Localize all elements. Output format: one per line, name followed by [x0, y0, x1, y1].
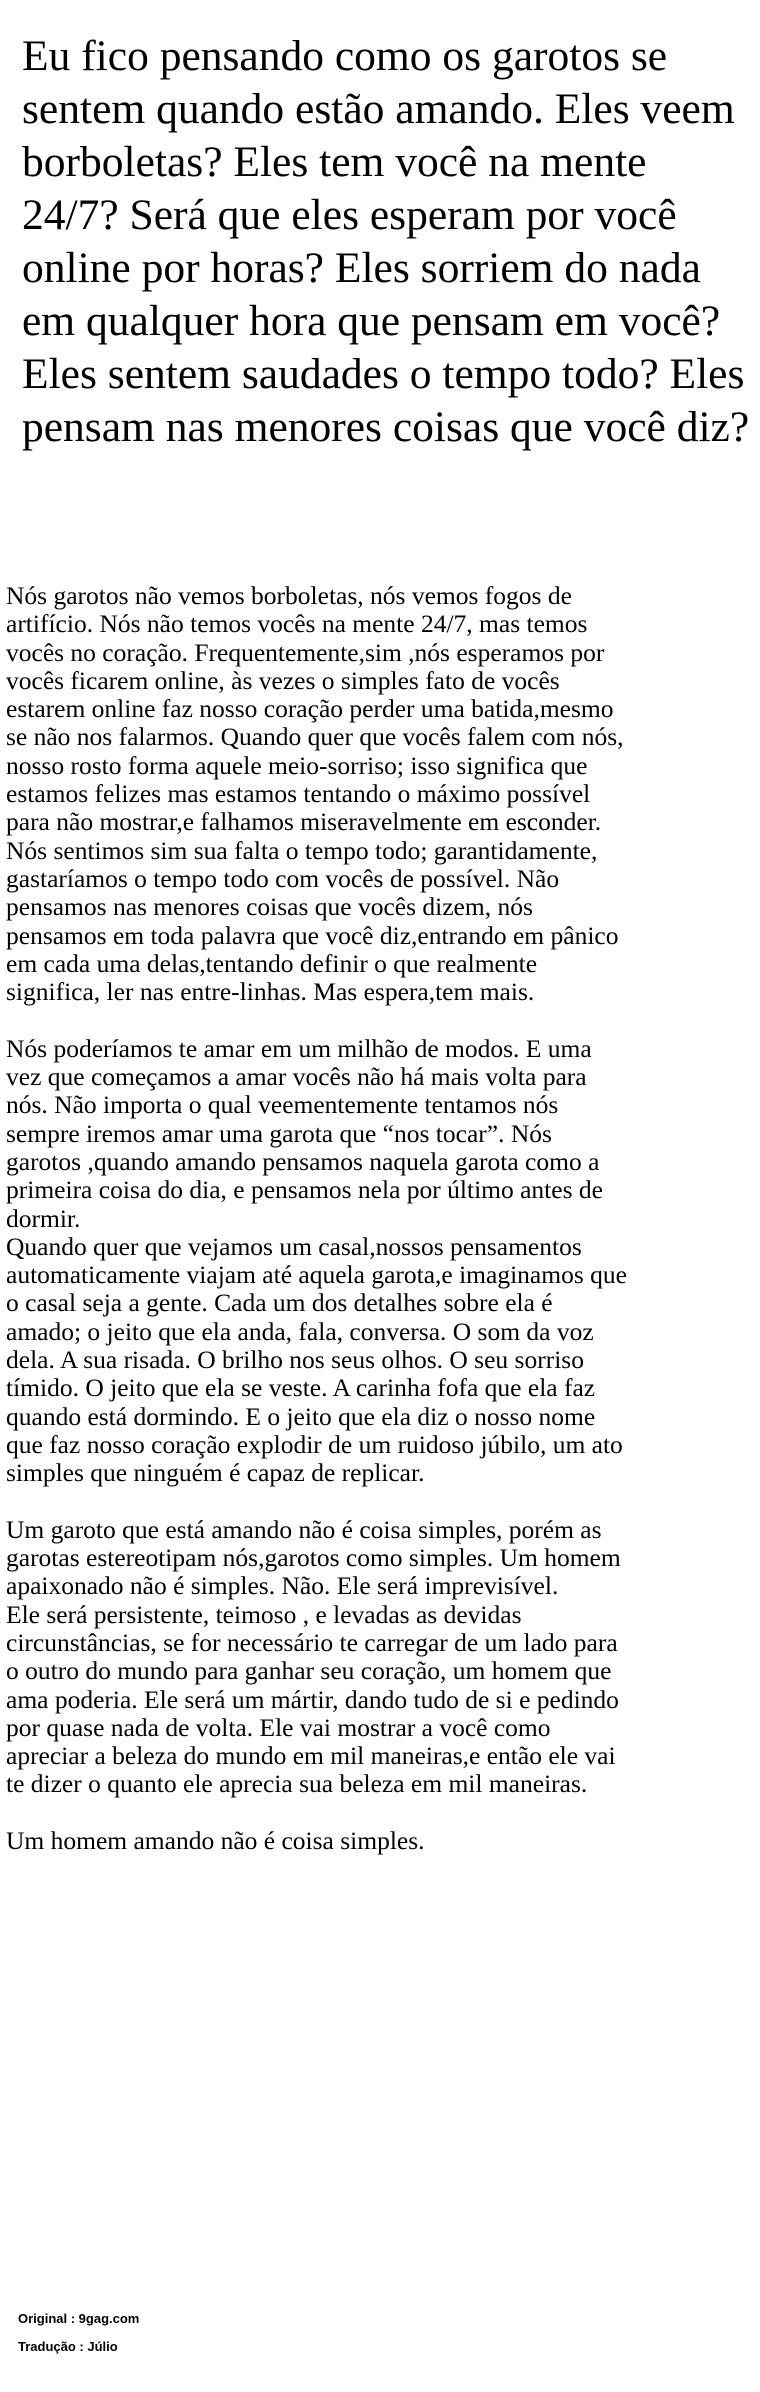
body-line: que faz nosso coração explodir de um ruidoso júbilo, um ato	[6, 1429, 623, 1459]
body-line: por quase nada de volta. Ele vai mostrar a você como	[6, 1712, 551, 1742]
body-line: simples que ninguém é capaz de replicar.	[6, 1458, 425, 1488]
body-text	[6, 582, 758, 1855]
body-line: estarem online faz nosso coração perder uma batida,mesmo	[6, 694, 614, 724]
body-line: Nós garotos não vemos borboletas, nós vemos fogos de	[6, 581, 572, 610]
body-line: Um garoto que está amando não é coisa simples, porém as	[6, 1514, 602, 1544]
body-line: amado; o jeito que ela anda, fala, conversa. O som da voz	[6, 1316, 594, 1346]
body-line: nós. Não importa o qual veementemente tentamos nós	[6, 1090, 559, 1120]
body-line: Ele será persistente, teimoso , e levadas as devidas	[6, 1599, 522, 1629]
body-line: apreciar a beleza do mundo em mil maneiras,e então ele vai	[6, 1741, 616, 1771]
body-line: primeira coisa do dia, e pensamos nela por último antes de	[6, 1175, 603, 1205]
body-line: Nós poderíamos te amar em um milhão de modos. E uma	[6, 1033, 592, 1063]
body-line: se não nos falarmos. Quando quer que vocês falem com nós,	[6, 722, 624, 752]
body-line: significa, ler nas entre-linhas. Mas espera,tem mais.	[6, 977, 535, 1007]
body-line: Um homem amando não é coisa simples.	[6, 1826, 425, 1856]
body-line: o casal seja a gente. Cada um dos detalhes sobre ela é	[6, 1288, 553, 1318]
credit-translation: Tradução : Júlio	[18, 2339, 118, 2354]
body-line: te dizer o quanto ele aprecia sua beleza em mil maneiras.	[6, 1769, 588, 1799]
credits	[18, 2310, 139, 2366]
body-line: tímido. O jeito que ela se veste. A carinha fofa que ela faz	[6, 1373, 596, 1403]
body-line: o outro do mundo para ganhar seu coração, um homem que	[6, 1656, 612, 1686]
body-line: quando está dormindo. E o jeito que ela diz o nosso nome	[6, 1401, 596, 1431]
paragraph-gap	[6, 1006, 758, 1034]
body-line: circunstâncias, se for necessário te carregar de um lado para	[6, 1627, 618, 1657]
body-line: vocês ficarem online, às vezes o simples fato de vocês	[6, 665, 560, 695]
body-line: garotos ,quando amando pensamos naquela garota como a	[6, 1146, 600, 1176]
body-line: nosso rosto forma aquele meio-sorriso; isso significa que	[6, 750, 588, 780]
paragraph-gap	[6, 1488, 758, 1516]
body-line: garotas estereotipam nós,garotos como simples. Um homem	[6, 1543, 621, 1573]
body-line: ama poderia. Ele será um mártir, dando tudo de si e pedindo	[6, 1684, 619, 1714]
body-line: para não mostrar,e falhamos miseravelmente em esconder.	[6, 807, 602, 837]
body-line: pensamos em toda palavra que você diz,entrando em pânico	[6, 920, 619, 950]
body-line: automaticamente viajam até aquela garota,e imaginamos que	[6, 1260, 627, 1290]
body-line: Quando quer que vejamos um casal,nossos pensamentos	[6, 1231, 582, 1261]
body-line: apaixonado não é simples. Não. Ele será imprevisível.	[6, 1571, 559, 1601]
body-line: gastaríamos o tempo todo com vocês de possível. Não	[6, 863, 560, 893]
body-line: dormir.	[6, 1203, 81, 1233]
body-line: dela. A sua risada. O brilho nos seus olhos. O seu sorriso	[6, 1345, 584, 1375]
credit-original: Original : 9gag.com	[18, 2311, 140, 2326]
headline: Eu fico pensando como os garotos se sentem quando estão amando. Eles veem borboletas? Eles tem você na mente 24/7? Será que eles esperam por você online por horas? Eles sorriem do nada em qualquer hora que pensam em você? Eles sentem saudades o tempo todo? Eles pensam nas menores coisas que você diz?	[22, 32, 750, 451]
body-line: artifício. Nós não temos vocês na mente 24/7, mas temos	[6, 609, 588, 639]
body-line: vez que começamos a amar vocês não há mais volta para	[6, 1062, 587, 1092]
body-line: estamos felizes mas estamos tentando o máximo possível	[6, 779, 591, 809]
paragraph-gap	[6, 1799, 758, 1827]
body-line: pensamos nas menores coisas que vocês dizem, nós	[6, 892, 533, 922]
body-line: Nós sentimos sim sua falta o tempo todo; garantidamente,	[6, 835, 598, 865]
body-line: sempre iremos amar uma garota que “nos tocar”. Nós	[6, 1118, 552, 1148]
body-line: em cada uma delas,tentando definir o que realmente	[6, 948, 538, 978]
body-line: vocês no coração. Frequentemente,sim ,nós esperamos por	[6, 637, 605, 667]
